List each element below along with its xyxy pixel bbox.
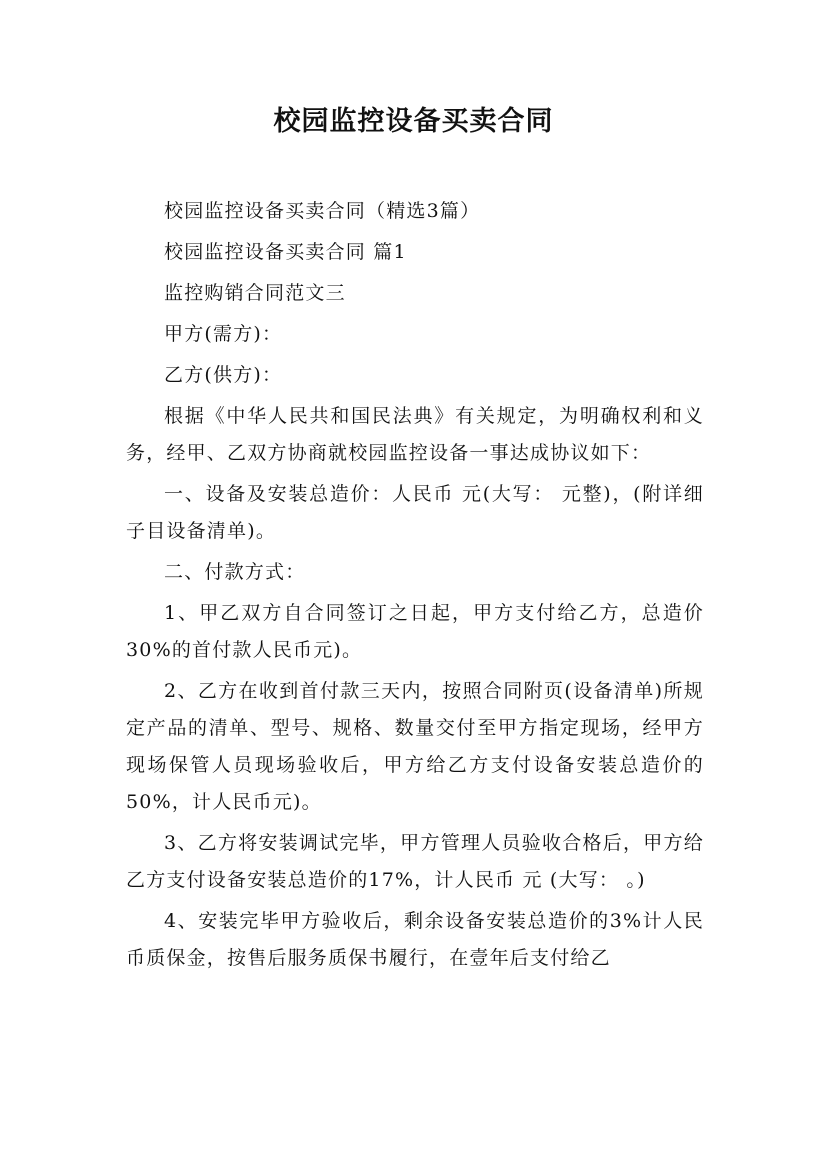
paragraph-preamble: 根据《中华人民共和国民法典》有关规定，为明确权利和义务，经甲、乙双方协商就校园监控设备一事达成协议如下： [126, 405, 704, 464]
paragraph-clause-1: 一、设备及安装总造价：人民币 元(大写： 元整)，(附详细子目设备清单)。 [126, 483, 704, 542]
paragraph-article-heading: 校园监控设备买卖合同 篇1 [164, 241, 407, 263]
paragraph-party-a: 甲方(需方)： [164, 323, 283, 345]
paragraph-payment-1: 1、甲乙双方自合同签订之日起，甲方支付给乙方，总造价30%的首付款人民币元)。 [126, 602, 704, 661]
paragraph-payment-3: 3、乙方将安装调试完毕，甲方管理人员验收合格后，甲方给乙方支付设备安装总造价的17%，计人民币 元 (大写： 。) [126, 832, 704, 891]
paragraph-payment-4: 4、安装完毕甲方验收后，剩余设备安装总造价的3%计人民币质保金，按售后服务质保书履行，在壹年后支付给乙 [126, 910, 704, 969]
paragraph-sample-title: 监控购销合同范文三 [164, 282, 346, 304]
paragraph-clause-2-heading: 二、付款方式： [164, 561, 306, 583]
document-body [126, 193, 704, 981]
paragraph-party-b: 乙方(供方)： [164, 364, 283, 386]
paragraph-subtitle: 校园监控设备买卖合同（精选3篇） [164, 200, 481, 222]
paragraph-payment-2: 2、乙方在收到首付款三天内，按照合同附页(设备清单)所规定产品的清单、型号、规格、数量交付至甲方指定现场，经甲方现场保管人员现场验收后，甲方给乙方支付设备安装总造价的50%，计人民币元)。 [126, 680, 704, 813]
document-title: 校园监控设备买卖合同 [273, 106, 554, 137]
